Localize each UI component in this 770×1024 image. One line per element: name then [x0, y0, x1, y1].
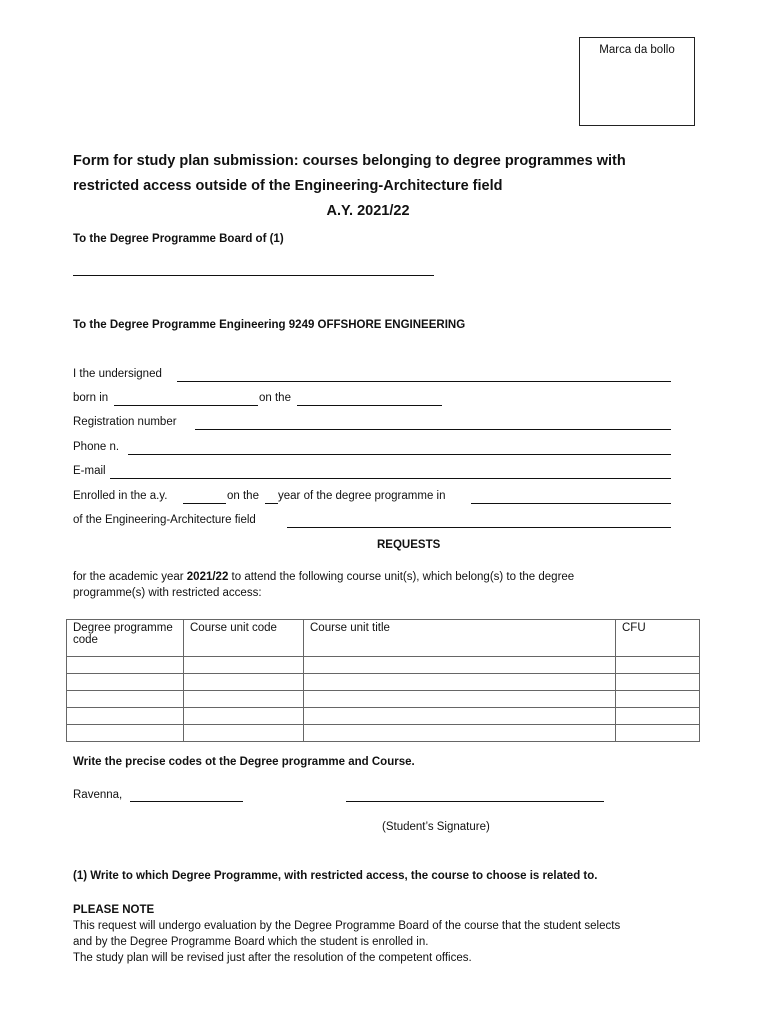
header-cfu: CFU [616, 620, 700, 657]
title-line-1: Form for study plan submission: courses belonging to degree programmes with [73, 153, 626, 169]
requests-text-a: for the academic year [73, 571, 187, 583]
table-row [67, 657, 700, 674]
enrolled-ay-field[interactable] [183, 503, 226, 504]
revenue-stamp-box [579, 37, 695, 126]
enrolled-year-field[interactable] [265, 503, 278, 504]
table-cell[interactable] [616, 674, 700, 691]
table-cell[interactable] [616, 708, 700, 725]
table-row [67, 708, 700, 725]
born-in-label: born in [73, 392, 109, 404]
table-cell[interactable] [616, 725, 700, 742]
table-cell[interactable] [304, 691, 616, 708]
born-in-field[interactable] [114, 405, 258, 406]
phone-label: Phone n. [73, 441, 120, 453]
table-cell[interactable] [304, 674, 616, 691]
requests-text [73, 571, 574, 583]
please-note-heading: PLEASE NOTE [73, 904, 155, 916]
enrolled-ay-label: Enrolled in the a.y. [73, 490, 168, 502]
table-cell[interactable] [67, 708, 184, 725]
please-note-line-3: The study plan will be revised just after the resolution of the competent offices. [73, 952, 472, 964]
email-label: E-mail [73, 465, 106, 477]
please-note-block [73, 902, 713, 966]
signature-field[interactable] [346, 801, 604, 802]
table-cell[interactable] [184, 674, 304, 691]
table-cell[interactable] [184, 691, 304, 708]
table-cell[interactable] [616, 657, 700, 674]
board-recipient: To the Degree Programme Board of (1) [73, 233, 284, 245]
table-cell[interactable] [67, 657, 184, 674]
requests-text-c: programme(s) with restricted access: [73, 587, 262, 599]
header-unit-title: Course unit title [304, 620, 616, 657]
phone-field[interactable] [128, 454, 671, 455]
table-cell[interactable] [616, 691, 700, 708]
board-field-line[interactable] [73, 275, 434, 276]
header-degree-code: Degree programme code [67, 620, 184, 657]
enrolled-on-label: on the [227, 490, 259, 502]
table-cell[interactable] [67, 725, 184, 742]
table-cell[interactable] [184, 725, 304, 742]
registration-field[interactable] [195, 429, 671, 430]
form-title [73, 149, 713, 224]
academic-year: A.Y. 2021/22 [326, 203, 410, 219]
birth-date-field[interactable] [297, 405, 442, 406]
table-cell[interactable] [304, 708, 616, 725]
table-row [67, 674, 700, 691]
table-row [67, 725, 700, 742]
on-the-label: on the [259, 392, 291, 404]
requests-year: 2021/22 [186, 571, 229, 583]
header-unit-code: Course unit code [184, 620, 304, 657]
place-label: Ravenna, [73, 789, 123, 801]
requests-text-b: to attend the following course unit(s), which belong(s) to the degree [228, 571, 575, 583]
table-row [67, 691, 700, 708]
registration-label: Registration number [73, 416, 177, 428]
courses-table [66, 619, 700, 742]
table-cell[interactable] [304, 657, 616, 674]
programme-recipient: To the Degree Programme Engineering 9249 OFFSHORE ENGINEERING [73, 319, 466, 331]
enrolled-programme-label: year of the degree programme in [278, 490, 446, 502]
please-note-line-2: and by the Degree Programme Board which the student is enrolled in. [73, 936, 429, 948]
table-cell[interactable] [67, 691, 184, 708]
table-header-row [67, 620, 700, 657]
requests-heading: REQUESTS [377, 539, 441, 551]
field-label: of the Engineering-Architecture field [73, 514, 256, 526]
enrolled-programme-field[interactable] [471, 503, 671, 504]
table-cell[interactable] [184, 657, 304, 674]
field-field[interactable] [287, 527, 671, 528]
stamp-label: Marca da bollo [599, 44, 675, 56]
signature-caption: (Student’s Signature) [382, 821, 490, 833]
table-cell[interactable] [184, 708, 304, 725]
please-note-line-1: This request will undergo evaluation by the Degree Programme Board of the course that the student selects [73, 920, 621, 932]
precise-codes-note: Write the precise codes ot the Degree programme and Course. [73, 756, 415, 768]
undersigned-field[interactable] [177, 381, 671, 382]
footnote-1: (1) Write to which Degree Programme, with restricted access, the course to choose is related to. [73, 870, 598, 882]
title-line-2: restricted access outside of the Engineering-Architecture field [73, 178, 503, 194]
table-cell[interactable] [304, 725, 616, 742]
date-field[interactable] [130, 801, 243, 802]
undersigned-label: I the undersigned [73, 368, 162, 380]
email-field[interactable] [110, 478, 671, 479]
table-cell[interactable] [67, 674, 184, 691]
